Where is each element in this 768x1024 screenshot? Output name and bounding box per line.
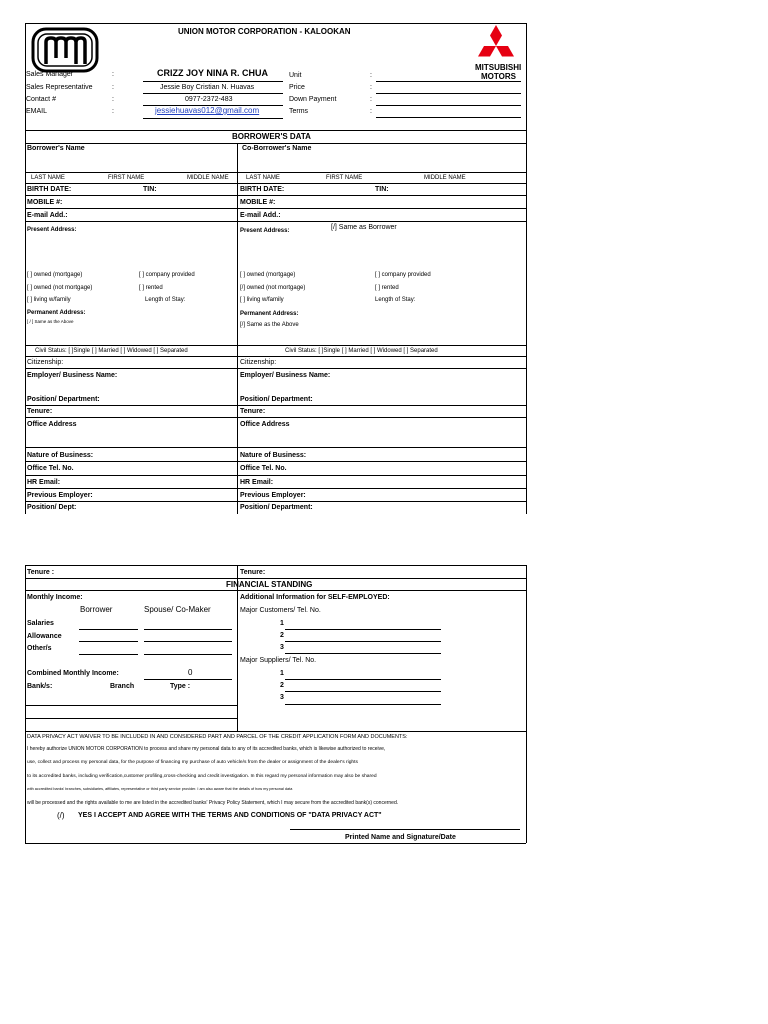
first-name-label: FIRST NAME — [108, 175, 145, 181]
signature-label: Printed Name and Signature/Date — [345, 834, 456, 841]
previous-employer-label: Previous Employer: — [27, 492, 93, 499]
colon: : — [370, 84, 372, 91]
supplier-2: 2 — [280, 682, 284, 689]
colon: : — [370, 72, 372, 79]
brand-line1: MITSUBISHI — [475, 63, 522, 72]
email-add-label: E-mail Add.: — [27, 212, 68, 219]
birth-date-label: BIRTH DATE: — [240, 186, 285, 193]
civil-status-options[interactable]: Civil Status: [ ]Single [ ] Married [ ] Widowed [ ] Separated — [35, 348, 188, 354]
mitsubishi-logo-icon — [473, 24, 519, 64]
length-of-stay-label: Length of Stay: — [375, 297, 416, 303]
last-name-label: LAST NAME — [246, 175, 280, 181]
privacy-line: use, collect and process my personal data, for the purpose of financing my purchase of auto vehicle/s from the dealer or assignment of the dealer's rights — [27, 760, 358, 765]
position-department-label: Position/ Department: — [27, 396, 100, 403]
down-payment-label: Down Payment — [289, 96, 337, 103]
hr-email-label: HR Email: — [27, 479, 61, 486]
mobile-label: MOBILE #: — [240, 199, 276, 206]
terms-label: Terms — [289, 108, 309, 115]
length-of-stay-label: Length of Stay: — [145, 297, 186, 303]
company-provided-option[interactable]: [ ] company provided — [375, 272, 431, 278]
sales-rep-label: Sales Representative — [26, 84, 93, 91]
permanent-address-label: Permanent Address: — [240, 311, 299, 317]
living-family-option[interactable]: [ ] living w/family — [240, 297, 284, 303]
office-address-label: Office Address — [27, 421, 77, 428]
financial-standing-title: FINANCIAL STANDING — [226, 580, 313, 589]
living-family-option[interactable]: [ ] living w/family — [27, 297, 71, 303]
salaries-label: Salaries — [27, 620, 54, 627]
privacy-title: DATA PRIVACY ACT WAIVER TO BE INCLUDED IN AND CONSIDERED PART AND PARCEL OF THE CREDIT APPLICATION FORM AND DOCUMENTS: — [27, 734, 408, 740]
privacy-line: will be processed and the rights available to me are listed in the accredited banks' Privacy Policy Statement, which I may secure from the accredited bank(s) concerned. — [27, 800, 399, 806]
citizenship-label: Citizenship: — [27, 359, 64, 366]
employer-label: Employer/ Business Name: — [27, 372, 118, 379]
last-name-label: LAST NAME — [31, 175, 65, 181]
price-label: Price — [289, 84, 305, 91]
tenure-label: Tenure: — [240, 569, 266, 576]
middle-name-label: MIDDLE NAME — [187, 175, 229, 181]
hr-email-label: HR Email: — [240, 479, 274, 486]
sales-manager-value: CRIZZ JOY NINA R. CHUA — [157, 68, 269, 78]
employer-label: Employer/ Business Name: — [240, 372, 331, 379]
rented-option[interactable]: [ ] rented — [139, 285, 163, 291]
company-provided-option[interactable]: [ ] company provided — [139, 272, 195, 278]
position-dept-label: Position/ Dept: — [27, 504, 77, 511]
colon: : — [370, 96, 372, 103]
major-suppliers-label: Major Suppliers/ Tel. No. — [240, 657, 317, 664]
colon: : — [370, 108, 372, 115]
birth-date-label: BIRTH DATE: — [27, 186, 72, 193]
rented-option[interactable]: [ ] rented — [375, 285, 399, 291]
owned-not-mortgage-option[interactable]: [ ] owned (not mortgage) — [27, 285, 93, 291]
office-tel-label: Office Tel. No. — [240, 465, 287, 472]
supplier-3: 3 — [280, 694, 284, 701]
union-motor-logo — [30, 26, 100, 74]
colon: : — [112, 108, 114, 115]
nature-business-label: Nature of Business: — [27, 452, 94, 459]
monthly-income-label: Monthly Income: — [27, 594, 83, 601]
email-link[interactable]: jessiehuavas012@gmail.com — [155, 106, 260, 115]
owned-mortgage-option[interactable]: [ ] owned (mortgage) — [240, 272, 296, 278]
allowance-label: Allowance — [27, 633, 62, 640]
accept-statement: YES I ACCEPT AND AGREE WITH THE TERMS AND CONDITIONS OF "DATA PRIVACY ACT" — [78, 812, 382, 819]
position-department-label: Position/ Department: — [240, 504, 313, 511]
additional-info-label: Additional Information for SELF-EMPLOYED: — [240, 594, 390, 601]
branch-label: Branch — [110, 683, 135, 690]
colon: : — [112, 84, 114, 91]
same-as-borrower-checkbox[interactable]: [/] Same as Borrower — [331, 224, 397, 231]
civil-status-options[interactable]: Civil Status: [ ]Single [ ] Married [ ] Widowed [ ] Separated — [285, 348, 438, 354]
nature-business-label: Nature of Business: — [240, 452, 307, 459]
others-label: Other/s — [27, 645, 52, 652]
tin-label: TIN: — [375, 186, 389, 193]
accept-checkbox[interactable]: (/) — [57, 811, 65, 820]
borrowers-data-title: BORROWER'S DATA — [232, 132, 311, 141]
first-name-label: FIRST NAME — [326, 175, 363, 181]
major-customers-label: Major Customers/ Tel. No. — [240, 607, 321, 614]
privacy-line: with accredited banks' branches, subsidiaries, affiliates, representative or third party service provider. I am also aware that the details of how my personal data — [27, 787, 293, 791]
present-address-label: Present Address: — [240, 228, 290, 234]
colon: : — [112, 96, 114, 103]
tenure-label: Tenure: — [240, 408, 266, 415]
coborrower-name-label: Co-Borrower's Name — [242, 145, 312, 152]
supplier-1: 1 — [280, 670, 284, 677]
banks-label: Bank/s: — [27, 683, 53, 690]
sales-rep-value: Jessie Boy Cristian N. Huavas — [160, 84, 255, 91]
combined-income-label: Combined Monthly Income: — [27, 670, 119, 677]
email-add-label: E-mail Add.: — [240, 212, 281, 219]
customer-2: 2 — [280, 632, 284, 639]
tin-label: TIN: — [143, 186, 157, 193]
contact-label: Contact # — [26, 96, 56, 103]
privacy-line: I hereby authorize UNION MOTOR CORPORATION to process and share my personal data to any of its accredited banks, which is likewise authorized to receive, — [27, 746, 386, 752]
company-title: UNION MOTOR CORPORATION - KALOOKAN — [178, 27, 351, 36]
owned-not-mortgage-option[interactable]: [/] owned (not mortgage) — [240, 285, 306, 291]
customer-3: 3 — [280, 644, 284, 651]
citizenship-label: Citizenship: — [240, 359, 277, 366]
sales-manager-label: Sales Manager — [26, 71, 74, 78]
previous-employer-label: Previous Employer: — [240, 492, 306, 499]
same-as-above-checkbox[interactable]: [ / ] Same as the Above — [27, 319, 74, 324]
unit-label: Unit — [289, 72, 302, 79]
present-address-label: Present Address: — [27, 227, 77, 233]
combined-income-value: 0 — [188, 668, 193, 677]
tenure-label: Tenure: — [27, 408, 53, 415]
brand-line2: MOTORS — [481, 72, 516, 81]
position-department-label: Position/ Department: — [240, 396, 313, 403]
owned-mortgage-option[interactable]: [ ] owned (mortgage) — [27, 272, 83, 278]
type-label: Type : — [170, 683, 191, 690]
privacy-line: to its accredited banks, including verification,customer profiling,cross-checking and credit investigation. In this regard my personal information may also be shared — [27, 774, 377, 779]
colon: : — [112, 71, 114, 78]
tenure-label: Tenure : — [27, 569, 55, 576]
mobile-label: MOBILE #: — [27, 199, 63, 206]
email-label: EMAIL — [26, 108, 48, 115]
office-address-label: Office Address — [240, 421, 290, 428]
customer-1: 1 — [280, 620, 284, 627]
contact-value: 0977-2372-483 — [185, 96, 233, 103]
middle-name-label: MIDDLE NAME — [424, 175, 466, 181]
borrower-column-label: Borrower — [80, 605, 113, 614]
borrower-name-label: Borrower's Name — [27, 145, 85, 152]
office-tel-label: Office Tel. No. — [27, 465, 74, 472]
spouse-column-label: Spouse/ Co-Maker — [144, 605, 211, 614]
permanent-address-label: Permanent Address: — [27, 310, 86, 316]
same-as-above-checkbox[interactable]: [/] Same as the Above — [240, 322, 299, 328]
